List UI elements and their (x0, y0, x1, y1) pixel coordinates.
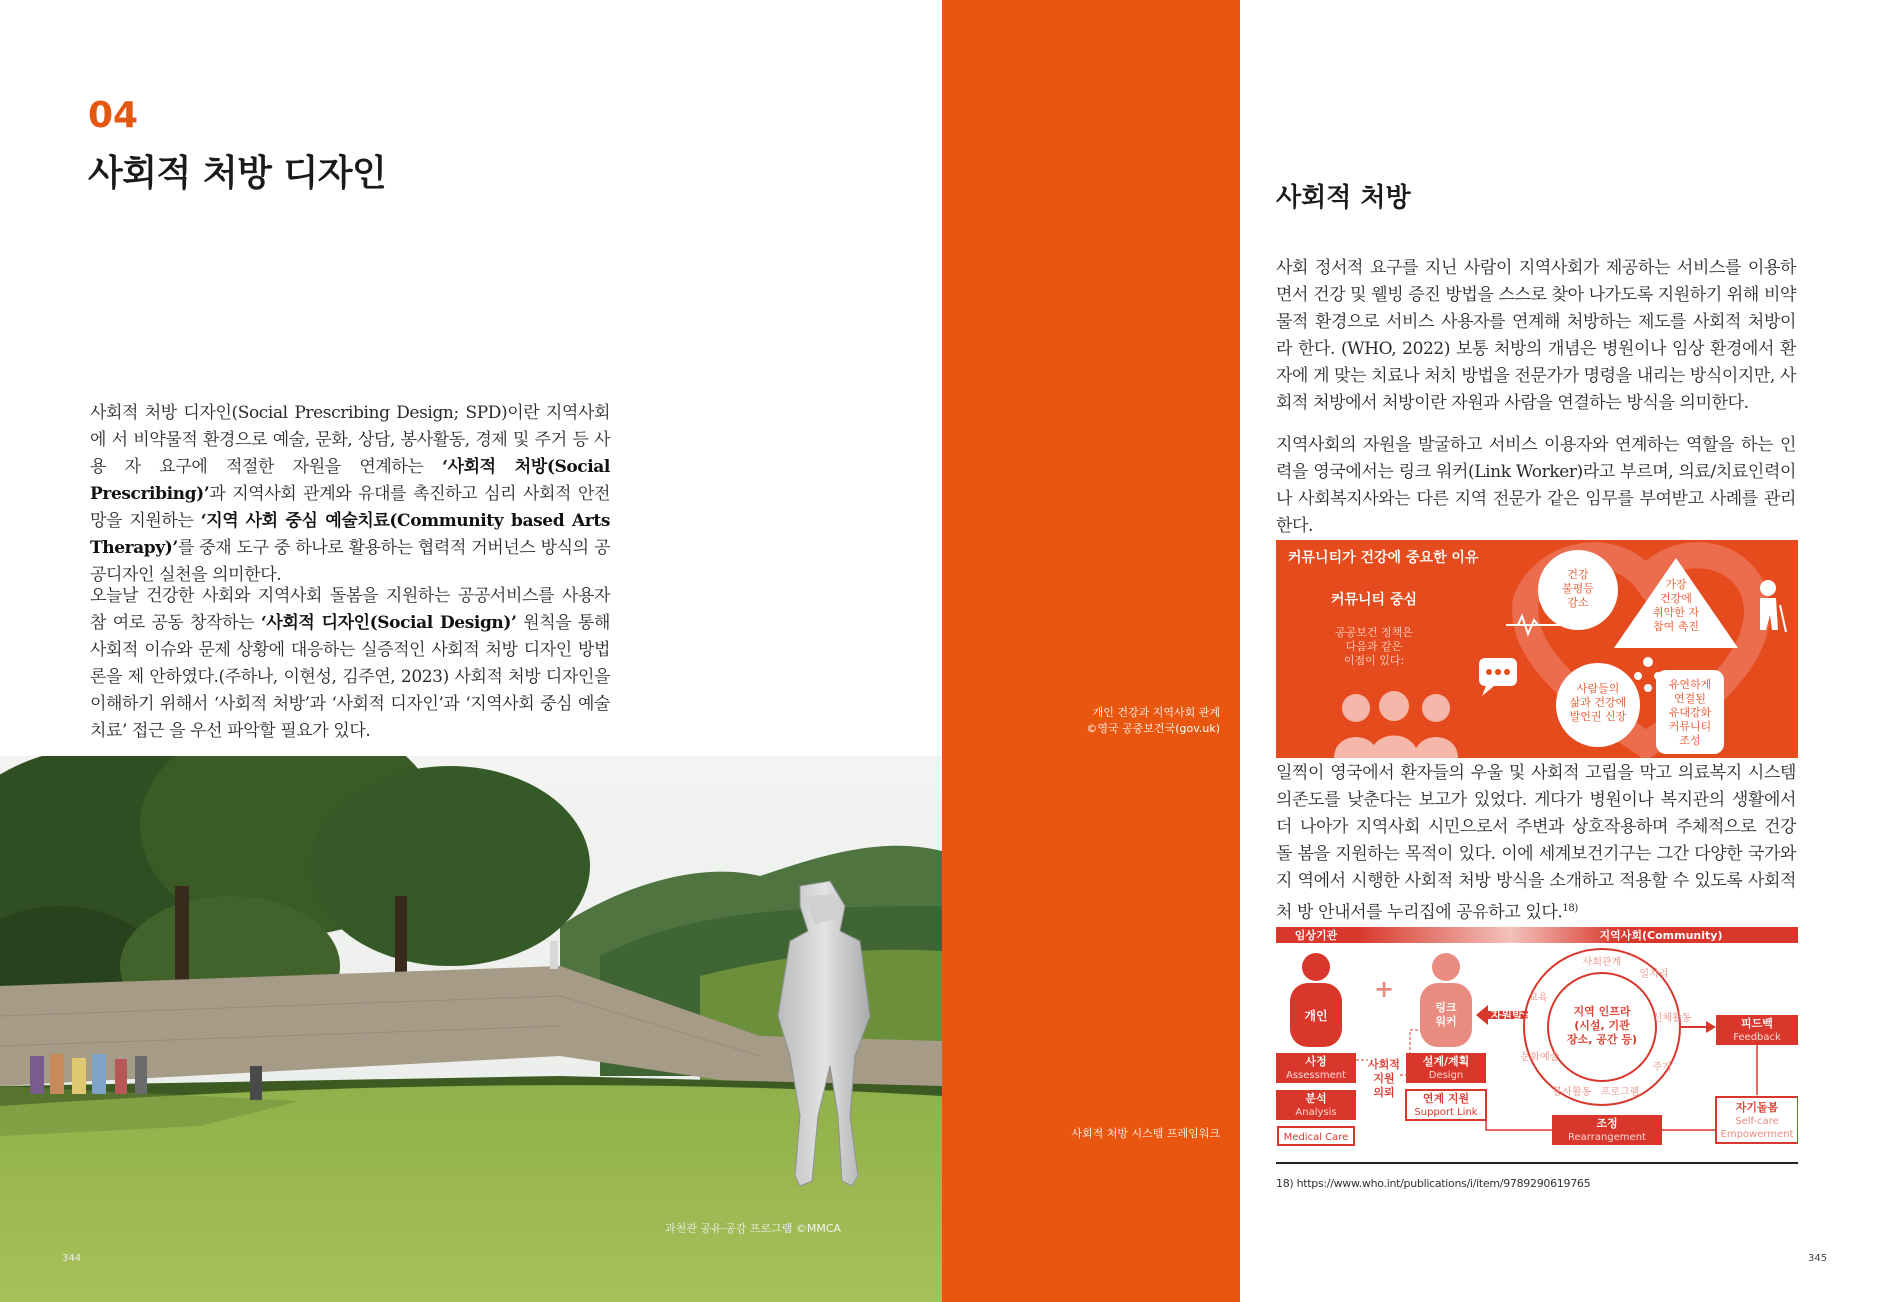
support-link-label: Support Link (1414, 1107, 1478, 1118)
text-span: 이슈와 문제 상황에 대응하는 실증적인 사회적 처방 디자인 방법론을 제 (90, 640, 610, 687)
right-paragraph-1 (1276, 255, 1796, 417)
benefit-text: 건강에 (1660, 592, 1692, 605)
text-span: 과 (209, 484, 226, 504)
text-span: 봄을 지원하는 목적이 있다. 이에 세계보건기구는 그간 다양한 국가와 지 (1276, 844, 1796, 891)
second-paragraph (90, 583, 610, 745)
support-link-label: 연계 지원 (1422, 1092, 1470, 1105)
right-heading: 사회적 처방 (1276, 183, 1411, 213)
text-span: 지역사회의 자원을 발굴하고 서비스 이용자와 연계하는 역할을 하는 인 (1276, 435, 1796, 455)
benefit-text: 사람들의 (1576, 682, 1620, 695)
benefit-text: 조성 (1679, 734, 1701, 747)
benefit-text: 커뮤니티 (1668, 720, 1712, 733)
text-span: 서 비약물적 환경으로 예술, 문화, 상담, 봉사활동, 경제 및 주거 등 사용 (90, 430, 610, 477)
caption-line: ©영국 공중보건국(gov.uk) (1086, 722, 1220, 735)
section-title: 사회적 처방 디자인 (88, 153, 387, 194)
selfcare-label: 자기돌봄 (1735, 1101, 1779, 1114)
infographic-center-title: 커뮤니티 중심 (1330, 592, 1418, 608)
text-span: 를 중재 도구 중 (177, 538, 290, 558)
text-span: 면서 건강 및 웰빙 증진 방법을 스스로 찾아 나가도록 지원하기 위해 비약 (1276, 285, 1796, 305)
feedback-label: 피드백 (1741, 1017, 1773, 1030)
community-label: 지역사회(Community) (1599, 929, 1723, 942)
text-span: 사회적 처방 디자인(Social Prescribing Design; SPD)이란 지역사회에 (90, 403, 610, 450)
emphasis-text: 사회 중심 예술치료(Community based Arts Therapy)’ (90, 511, 610, 558)
text-span: 물적 환경으로 서비스 사용자를 연계해 처방하는 제도를 사회적 처방이라 (1276, 312, 1796, 359)
clinic-label: 임상기관 (1294, 929, 1338, 942)
ring-label: 주거 (1652, 1062, 1672, 1073)
intro-paragraph (90, 400, 610, 589)
infographic-caption (1086, 705, 1220, 737)
benefit-text: 삶과 건강에 (1569, 696, 1627, 709)
benefit-text: 건강 (1567, 568, 1589, 581)
medical-care-label: Medical Care (1283, 1132, 1349, 1143)
referral-label: 사회적 (1368, 1058, 1400, 1071)
framework-caption: 사회적 처방 시스템 프레임워크 (1071, 1127, 1220, 1140)
benefit-text: 연결된 (1674, 692, 1706, 705)
diagram-divider (1276, 1162, 1798, 1164)
rearrangement-label: Rearrangement (1568, 1132, 1646, 1143)
benefit-text: 감소 (1567, 596, 1589, 609)
caption-line: 개인 건강과 지역사회 관계 (1092, 706, 1220, 719)
benefit-text: 유연하게 (1668, 678, 1712, 691)
text-span: 을 우선 파악할 필요가 있다. (169, 721, 371, 741)
text-span: 여로 공동 창작하는 (112, 613, 261, 633)
ring-label: 문화예술 (1520, 1052, 1560, 1063)
photo-caption: 과천관 공유·공감 프로그램 ©MMCA (665, 1222, 842, 1235)
text-span: 지역사회 관계와 유대를 촉진하고 심리 사회적 안전망을 지원하는 (90, 484, 611, 531)
text-span: 나 사회복지사와는 다른 지역 전문가 같은 임무를 부여받고 사례를 관리 (1276, 489, 1796, 509)
selfcare-label: Self-care (1735, 1116, 1779, 1127)
infographic-title: 커뮤니티가 건강에 중요한 이유 (1288, 550, 1479, 566)
emphasis-text: ‘사회적 디자인(Social Design)’ (260, 613, 517, 633)
page-number-right: 345 (1808, 1253, 1828, 1264)
infographic-center-sub: 이점이 있다: (1343, 654, 1405, 667)
text-span: 자 요구에 적절한 자원을 연계하는 (124, 457, 443, 477)
text-span: 사회 정서적 요구를 지닌 사람이 지역사회가 제공하는 서비스를 이용하 (1276, 258, 1796, 278)
design-label: 설계/계획 (1422, 1055, 1470, 1068)
referral-label: 의뢰 (1373, 1086, 1395, 1099)
ring-label: 신체활동 (1652, 1013, 1692, 1024)
benefit-text: 발언권 신장 (1569, 710, 1627, 723)
benefit-text: 가장 (1665, 578, 1687, 591)
resource-find-label: 자원발굴 (1490, 1009, 1534, 1022)
ring-label: 봉사활동 (1552, 1087, 1592, 1098)
ring-label: 일자리 (1639, 969, 1669, 980)
footnote-ref: 18) (1562, 903, 1578, 914)
design-label: Design (1428, 1070, 1464, 1081)
text-span: 의존도를 낮춘다는 보고가 있었다. 게다가 병원이나 복지관의 생활에서 (1276, 790, 1796, 810)
referral-label: 지원 (1373, 1072, 1395, 1085)
benefit-text: 유대강화 (1668, 706, 1712, 719)
section-number: 04 (88, 95, 139, 136)
analysis-label: Analysis (1295, 1107, 1337, 1118)
right-paragraph-3 (1276, 760, 1796, 927)
text-span: 처방에서 처방이란 자원과 사람을 연결하는 방식을 의미한다. (1313, 393, 1749, 413)
benefit-text: 취약한 자 (1652, 606, 1700, 619)
right-paragraph-2 (1276, 432, 1796, 540)
link-worker-label: 워커 (1435, 1015, 1457, 1028)
text-span: 한다. (WHO, 2022) 보통 처방의 개념은 병원이나 임상 환경에서 환자에 (1276, 339, 1796, 386)
benefit-text: 불평등 (1562, 582, 1594, 595)
ring-label: 교육 (1528, 993, 1548, 1004)
text-span: 원칙을 통해 사회적 (90, 613, 610, 660)
text-span: 역에서 시행한 사회적 처방 방식을 소개하고 적용할 수 있도록 사회적 처 (1276, 871, 1796, 923)
text-span: 방 안내서를 누리집에 공유하고 있다. (1297, 902, 1563, 923)
text-span: 력을 영국에서는 링크 워커(Link Worker)라고 부르며, 의료/치료인력이 (1276, 462, 1796, 482)
emphasis-text: ‘사회적 처방(Social Prescribing)’ (90, 457, 610, 504)
infographic-center-sub: 다음과 같은 (1345, 640, 1403, 653)
infra-label: (시설, 기관 (1574, 1019, 1630, 1032)
ring-label: 프로그램 (1600, 1087, 1640, 1098)
footnote-link[interactable]: 18) https://www.who.int/publications/i/item/9789290619765 (1276, 1177, 1591, 1190)
assessment-label: Assessment (1286, 1070, 1346, 1081)
community-health-infographic (1276, 540, 1798, 758)
feedback-label: Feedback (1733, 1032, 1781, 1043)
accent-band (942, 0, 1240, 1302)
individual-label: 개인 (1304, 1009, 1328, 1023)
text-span: 더 나아가 지역사회 시민으로서 주변과 상호작용하며 주체적으로 건강 돌 (1276, 817, 1796, 864)
text-span: 하나로 활용하는 협력적 거버넌스 방식의 공공디자인 실천을 의미한다. (90, 538, 610, 585)
text-span: 오늘날 건강한 사회와 지역사회 돌봄을 지원하는 공공서비스를 사용자 참 (90, 586, 610, 633)
ring-label: 사회관계 (1582, 957, 1622, 968)
selfcare-label: Empowerment (1720, 1129, 1794, 1140)
text-span: 한다. (1276, 516, 1314, 536)
rearrangement-label: 조정 (1596, 1117, 1618, 1130)
text-span: 안하였다.(주하나, 이현성, 김주연, 2023) 사회적 처방 디자인을 이해하기 (90, 667, 610, 714)
infra-label: 지역 인프라 (1573, 1005, 1631, 1018)
benefit-text: 참여 촉진 (1652, 620, 1700, 633)
emphasis-text: ‘지역 (200, 511, 239, 531)
assessment-label: 사정 (1305, 1055, 1327, 1068)
infra-label: 장소, 공간 등) (1567, 1033, 1637, 1046)
text-span: 일찍이 영국에서 환자들의 우울 및 사회적 고립을 막고 의료복지 시스템 (1276, 763, 1796, 783)
text-span: 게 맞는 치료나 처치 방법을 전문가가 명령을 내리는 방식이지만, 사회적 (1276, 366, 1796, 413)
analysis-label: 분석 (1305, 1092, 1327, 1105)
social-prescribing-framework (1276, 925, 1798, 1147)
plus-sign: + (1373, 975, 1395, 1003)
link-worker-label: 링크 (1435, 1001, 1457, 1014)
page-number-left: 344 (62, 1253, 82, 1264)
infographic-center-sub: 공공보건 정책은 (1335, 626, 1413, 639)
text-span: 위해서 ‘사회적 처방’과 ‘사회적 디자인’과 ‘지역사회 중심 예술치료’ 접근 (90, 694, 610, 741)
